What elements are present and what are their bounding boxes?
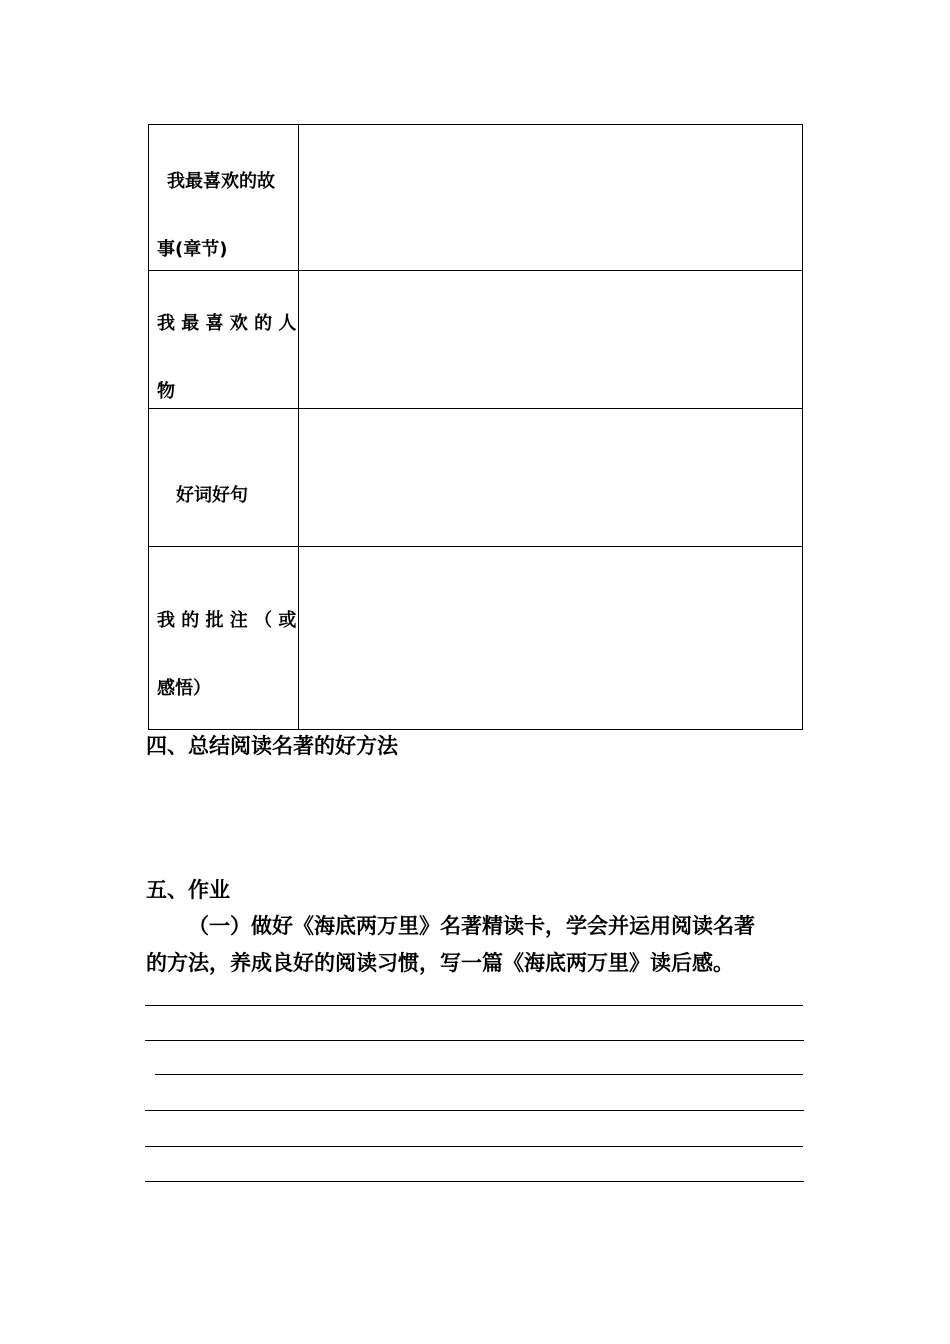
answer-cell[interactable] [299,125,802,270]
row-label-line: 我 最 喜 欢 的 人 [157,313,297,334]
section-4-heading: 四、总结阅读名著的好方法 [146,734,398,758]
writing-line[interactable] [145,1040,804,1041]
homework-paragraph-line: 的方法，养成良好的阅读习惯，写一篇《海底两万里》读后感。 [146,951,734,975]
writing-line[interactable] [145,1181,804,1182]
answer-cell[interactable] [299,547,802,729]
writing-line[interactable] [145,1005,803,1006]
reading-card-table [148,124,803,730]
answer-cell[interactable] [299,409,802,546]
writing-line[interactable] [145,1146,803,1147]
row-label [149,409,299,546]
answer-cell[interactable] [299,271,802,408]
table-row [149,409,802,547]
row-label [149,547,299,729]
row-label-line: 好词好句 [176,485,248,506]
row-label [149,271,299,408]
writing-line[interactable] [155,1074,803,1075]
row-label-line: 感悟） [157,678,211,699]
table-row [149,547,802,729]
table-row [149,125,802,271]
row-label [149,125,299,270]
section-5-heading: 五、作业 [146,878,230,902]
row-label-line: 事(章节) [157,239,228,260]
writing-line[interactable] [145,1110,804,1111]
row-label-line: 我最喜欢的故 [167,171,275,192]
homework-paragraph-line: （一）做好《海底两万里》名著精读卡，学会并运用阅读名著 [188,914,755,938]
row-label-line: 物 [157,381,175,402]
table-row [149,271,802,409]
row-label-line: 我 的 批 注 （ 或 [157,610,297,631]
